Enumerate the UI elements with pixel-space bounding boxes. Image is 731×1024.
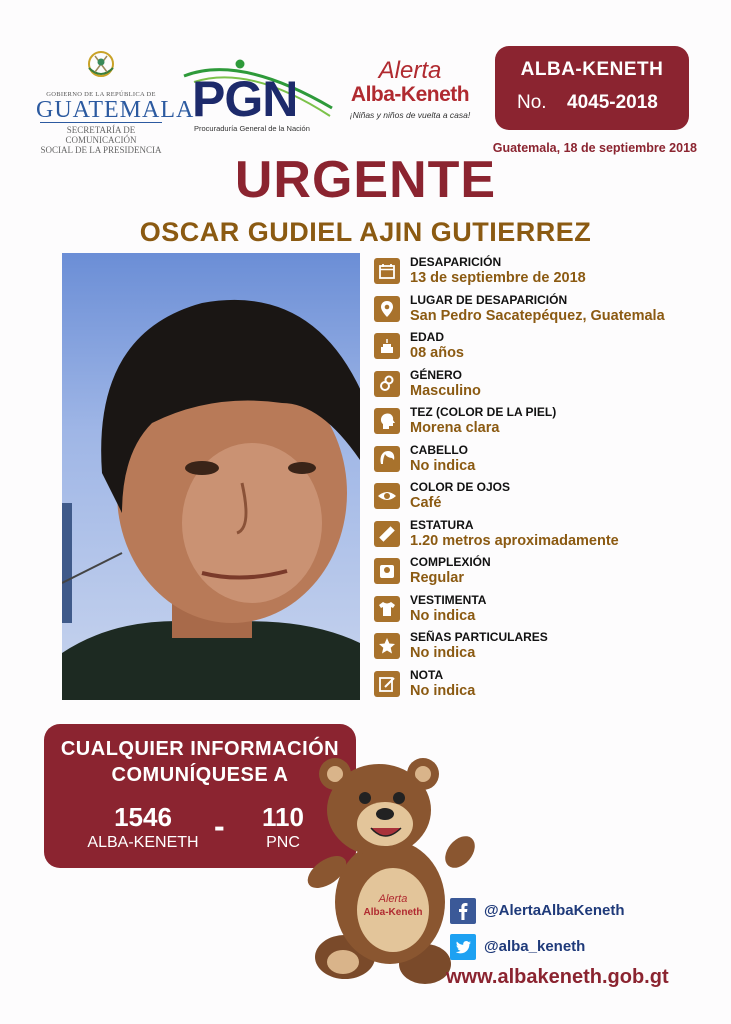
gov-logo-line1: GOBIERNO DE LA REPÚBLICA DE [46, 91, 156, 98]
pgn-subtitle: Procuraduría General de la Nación [194, 124, 310, 133]
detail-value: 1.20 metros aproximadamente [410, 532, 619, 549]
gov-logo-country: GUATEMALA [36, 97, 195, 123]
location-pin-icon [374, 296, 400, 322]
shirt-icon [374, 596, 400, 622]
detail-value: 08 años [410, 345, 464, 361]
detail-label: ESTATURA [410, 517, 474, 532]
detail-row-disappearance-date [372, 255, 712, 293]
detail-row-skin-tone [372, 405, 712, 443]
detail-row-location [372, 293, 712, 331]
facebook-handle[interactable]: @AlertaAlbaKeneth [484, 902, 625, 919]
mascot-badge-line1: Alerta [378, 893, 408, 905]
missing-person-photo [62, 253, 360, 700]
phone-alba-keneth-label: ALBA-KENETH [87, 834, 199, 851]
detail-value: Café [410, 495, 442, 511]
detail-value: Regular [410, 570, 464, 586]
alerta-logo-line1: Alerta [378, 57, 442, 84]
detail-row-age [372, 330, 712, 368]
facebook-icon [450, 898, 476, 924]
detail-label: GÉNERO [410, 367, 463, 382]
detail-label: LUGAR DE DESAPARICIÓN [410, 292, 568, 307]
detail-row-distinguishing-marks [372, 630, 712, 668]
detail-label: EDAD [410, 330, 445, 344]
contact-line1: CUALQUIER INFORMACIÓN [60, 738, 340, 760]
scale-icon [374, 558, 400, 584]
alerta-logo-tagline: ¡Niñas y niños de vuelta a casa! [349, 110, 471, 120]
detail-label: CABELLO [410, 442, 468, 457]
pgn-logo [180, 56, 340, 140]
mascot-badge-line2: Alba-Keneth [363, 907, 423, 918]
detail-row-gender [372, 368, 712, 406]
ruler-icon [374, 521, 400, 547]
child-portrait-icon [62, 253, 360, 700]
eye-icon [374, 483, 400, 509]
detail-label: NOTA [410, 667, 444, 682]
alerta-alba-keneth-logo [345, 58, 475, 128]
detail-row-build [372, 555, 712, 593]
note-pencil-icon [374, 671, 400, 697]
detail-row-height [372, 518, 712, 556]
detail-label: VESTIMENTA [410, 592, 487, 607]
detail-label: SEÑAS PARTICULARES [410, 630, 548, 644]
case-no-label: No. [517, 92, 547, 113]
issue-date: Guatemala, 18 de septiembre 2018 [492, 141, 697, 155]
detail-label: TEZ (COLOR DE LA PIEL) [410, 405, 557, 419]
phone-alba-keneth: 1546 [114, 802, 172, 832]
detail-label: COLOR DE OJOS [410, 480, 511, 494]
gov-logo-line4: SOCIAL DE LA PRESIDENCIA [40, 145, 162, 155]
phone-pnc: 110 [262, 802, 304, 832]
head-profile-icon [374, 408, 400, 434]
detail-value: No indica [410, 645, 476, 661]
twitter-handle[interactable]: @alba_keneth [484, 938, 586, 955]
detail-value: No indica [410, 457, 476, 474]
detail-label: COMPLEXIÓN [410, 555, 491, 569]
pgn-letters: PGN [192, 71, 298, 127]
detail-row-note [372, 668, 712, 706]
website-link[interactable]: www.albakeneth.gob.gt [446, 966, 669, 988]
alerta-logo-line2: Alba-Keneth [350, 83, 470, 106]
person-name: OSCAR GUDIEL AJIN GUTIERREZ [139, 217, 592, 247]
detail-value: No indica [410, 607, 476, 624]
detail-label: DESAPARICIÓN [410, 255, 502, 269]
case-number: 4045-2018 [567, 92, 658, 113]
case-number-badge [495, 46, 689, 130]
detail-value: 13 de septiembre de 2018 [410, 270, 586, 286]
detail-row-clothing [372, 593, 712, 631]
urgent-title: URGENTE [234, 151, 497, 209]
gov-logo-line3: SECRETARÍA DE COMUNICACIÓN [40, 122, 162, 145]
case-title: ALBA-KENETH [520, 59, 664, 80]
detail-value: Masculino [410, 382, 481, 399]
calendar-icon [374, 258, 400, 284]
contact-line2: COMUNÍQUESE A [111, 764, 289, 786]
gender-icon [374, 371, 400, 397]
hair-icon [374, 446, 400, 472]
detail-value: Morena clara [410, 420, 500, 436]
coat-of-arms-icon [83, 46, 119, 82]
detail-value: No indica [410, 682, 476, 699]
phone-pnc-label: PNC [266, 834, 300, 851]
detail-row-hair [372, 443, 712, 481]
birthday-cake-icon [374, 333, 400, 359]
guatemala-government-logo [36, 44, 195, 155]
twitter-icon [450, 934, 476, 960]
detail-row-eye-color [372, 480, 712, 518]
star-icon [374, 633, 400, 659]
phone-separator: - [214, 808, 225, 844]
detail-value: San Pedro Sacatepéquez, Guatemala [410, 307, 665, 324]
details-list [372, 255, 712, 705]
